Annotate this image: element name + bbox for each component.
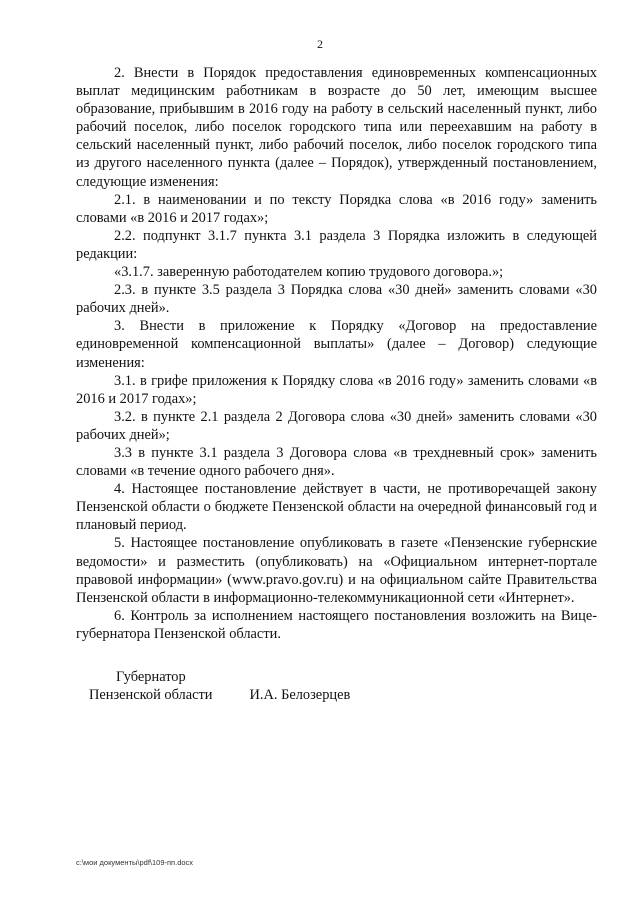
paragraph-subitem-3-2: 3.2. в пункте 2.1 раздела 2 Договора слова «30 дней» заменить словами «30 рабочих дней»; <box>76 408 597 443</box>
paragraph-subitem-2-2: 2.2. подпункт 3.1.7 пункта 3.1 раздела 3 Порядка изложить в следующей редакции: <box>76 227 597 262</box>
signature-role: Губернатор <box>116 669 186 685</box>
signature-region: Пензенской области <box>89 687 213 704</box>
paragraph-subitem-2-3: 2.3. в пункте 3.5 раздела 3 Порядка слова «30 дней» заменить словами «30 рабочих дней». <box>76 282 597 317</box>
file-path-footer: c:\мои документы\pdf\109-пп.docx <box>76 858 194 867</box>
document-body <box>76 64 597 643</box>
signature-row <box>89 686 350 704</box>
signature-name: И.А. Белозерцев <box>249 687 351 704</box>
signature-block <box>89 668 350 704</box>
paragraph-subitem-3-3: 3.3 в пункте 3.1 раздела 3 Договора слова «в трехдневный срок» заменить словами «в течение одного рабочего дня». <box>76 444 597 480</box>
paragraph-quote-3-1-7: «3.1.7. заверенную работодателем копию трудового договора.»; <box>114 264 504 281</box>
paragraph-item-2: 2. Внести в Порядок предоставления единовременных компенсационных выплат медицинским работникам в возрасте до 50 лет, имеющим высшее образование, прибывшим в 2016 году на работу в сельский населенный пункт, либо рабочий поселок, либо поселок городского типа или переехавшим на работу в сельский населенный пункт, либо рабочий поселок, либо поселок городского типа из другого населенного пункта (далее – Порядок), утвержденный постановлением, следующие изменения: <box>76 65 597 190</box>
paragraph-item-4: 4. Настоящее постановление действует в части, не противоречащей закону Пензенской области о бюджете Пензенской области на очередной финансовый год и плановый период. <box>76 481 597 534</box>
paragraph-item-5: 5. Настоящее постановление опубликовать в газете «Пензенские губернские ведомости» и разместить (опубликовать) на «Официальном интернет-портале правовой информации» (www.pravo.gov.ru) и на официальном сайте Правительства Пензенской области в информационно-телекоммуникационной сети «Интернет». <box>76 535 597 606</box>
page-number: 2 <box>317 37 323 51</box>
paragraph-item-6: 6. Контроль за исполнением настоящего постановления возложить на Вице-губернатора Пензенской области. <box>76 607 597 642</box>
paragraph-subitem-2-1: 2.1. в наименовании и по тексту Порядка слова «в 2016 году» заменить словами «в 2016 и 2017 годах»; <box>76 191 597 226</box>
paragraph-subitem-3-1: 3.1. в грифе приложения к Порядку слова «в 2016 году» заменить словами «в 2016 и 2017 годах»; <box>76 372 597 407</box>
paragraph-item-3: 3. Внести в приложение к Порядку «Договор на предоставление единовременной компенсационной выплаты» (далее – Договор) следующие изменения: <box>76 318 597 371</box>
